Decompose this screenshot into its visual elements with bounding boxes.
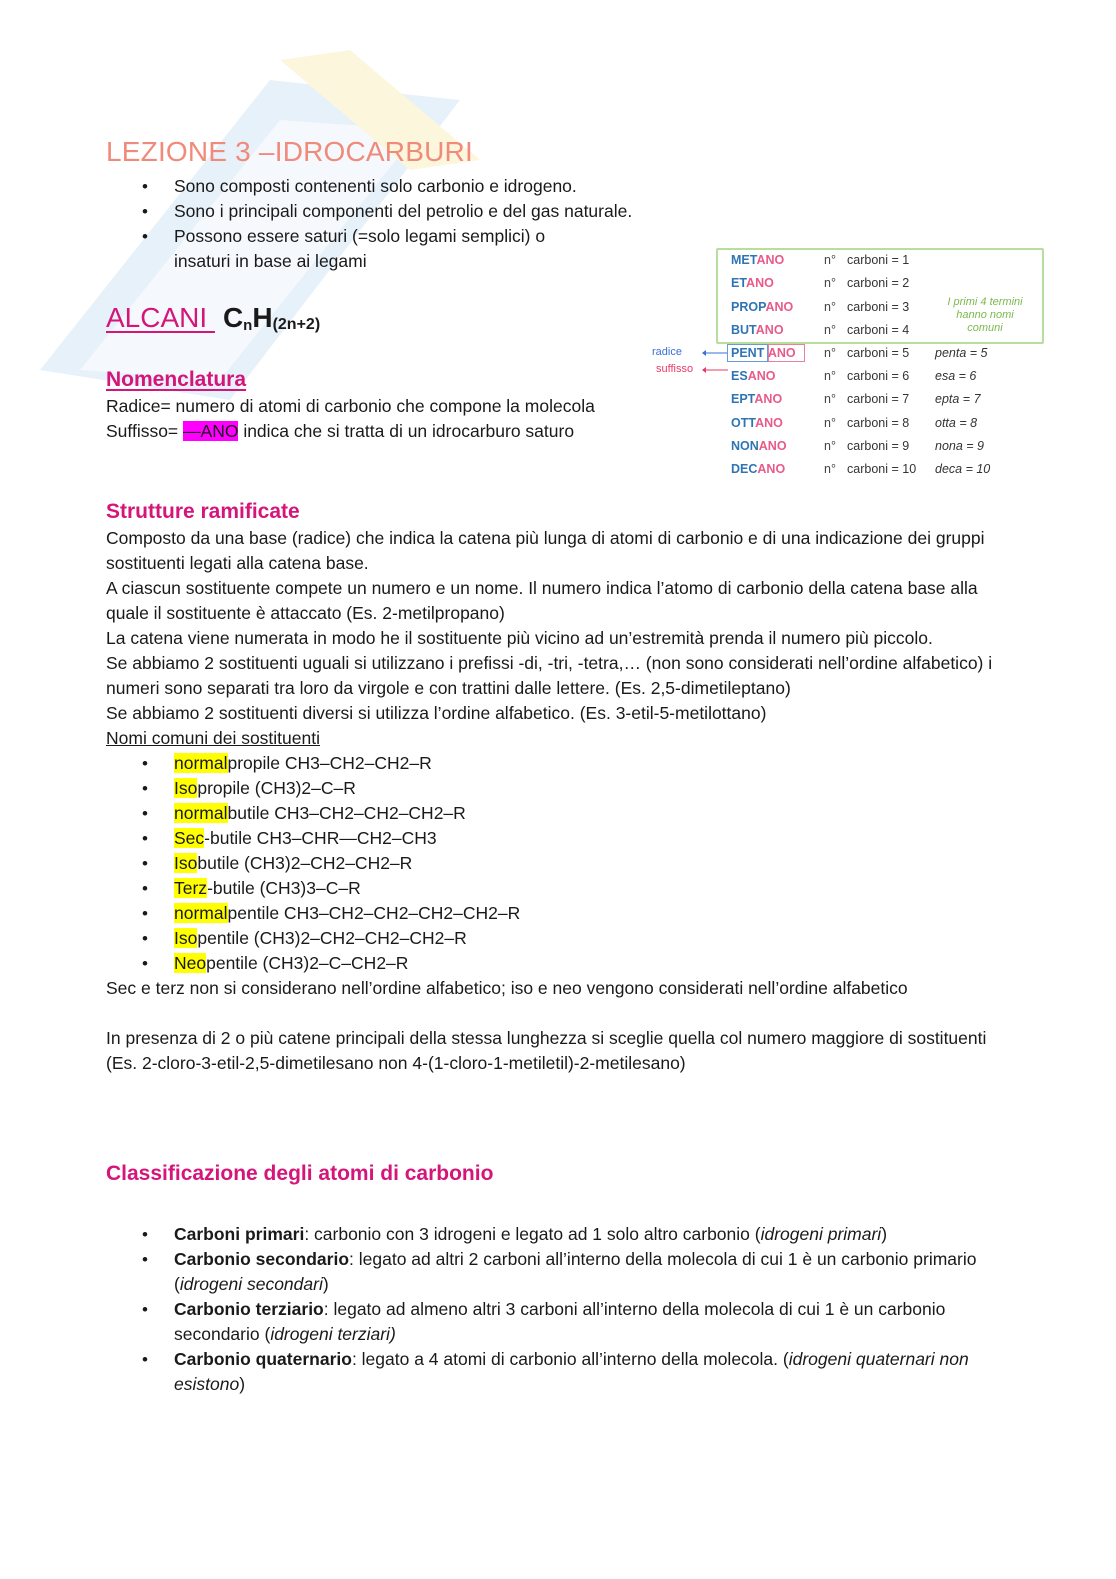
table-row: OTTANO n° carboni = 8 otta = 8: [731, 416, 978, 430]
suffisso-label: Suffisso=: [106, 421, 184, 441]
paragraph: Composto da una base (radice) che indica la catena più lunga di atomi di carbonio e di una indicazione dei gruppi sostituenti legati alla catena base.: [106, 528, 985, 573]
sostituenti-list: [106, 751, 996, 976]
list-item: • normalpentile CH3–CH2–CH2–CH2–CH2–R: [106, 901, 996, 926]
suffisso-text: [106, 419, 626, 444]
paragraph: La catena viene numerata in modo he il sostituente più vicino ad un’estremità prenda il numero più piccolo.: [106, 628, 933, 648]
list-item: • Sono composti contenenti solo carbonio e idrogeno.: [106, 174, 706, 199]
alcani-heading: [106, 302, 320, 334]
table-row: ETANO n° carboni = 2: [731, 276, 910, 290]
list-item: • Carbonio terziario: legato ad almeno altri 3 carboni all’interno della molecola di cui 1 è un carbonio secondario (idrogeni terziari): [106, 1297, 974, 1347]
paragraph: Se abbiamo 2 sostituenti diversi si utilizza l’ordine alfabetico. (Es. 3-etil-5-metilottano): [106, 703, 767, 723]
formula-subscript: (2n+2): [272, 316, 321, 333]
formula-c: C: [222, 302, 244, 333]
table-row: DECANO n° carboni = 10 deca = 10: [731, 462, 991, 476]
list-item: • Carboni primari: carbonio con 3 idrogeni e legato ad 1 solo altro carbonio (idrogeni primari): [106, 1222, 1006, 1247]
table-row: EPTANO n° carboni = 7 epta = 7: [731, 392, 981, 406]
intro-section: [106, 174, 706, 274]
list-item: • normalpropile CH3–CH2–CH2–R: [106, 751, 996, 776]
classificazione-heading: Classificazione degli atomi di carbonio: [106, 1162, 494, 1185]
table-row: PROPANO n° carboni = 3: [731, 300, 910, 314]
list-item: • Carbonio quaternario: legato a 4 atomi di carbonio all’interno della molecola. (idrogeni quaternari non esistono): [106, 1347, 1004, 1397]
table-row: BUTANO n° carboni = 4: [731, 323, 910, 337]
alcani-formula: [223, 302, 320, 333]
list-item: • Carbonio secondario: legato ad altri 2 carboni all’interno della molecola di cui 1 è un carbonio primario (idrogeni secondari): [106, 1247, 994, 1297]
suffisso-highlight: —ANO: [183, 421, 239, 441]
table-row: ESANO n° carboni = 6 esa = 6: [731, 369, 977, 383]
nomi-comuni-heading: Nomi comuni dei sostituenti: [106, 728, 320, 748]
suffisso-label: suffisso: [656, 363, 694, 375]
list-item: • Isopropile (CH3)2–C–R: [106, 776, 996, 801]
nomenclatura-section: [106, 368, 626, 444]
table-row: NONANO n° carboni = 9 nona = 9: [731, 439, 985, 453]
paragraph: In presenza di 2 o più catene principali della stessa lunghezza si sceglie quella col numero maggiore di sostituenti: [106, 1028, 987, 1048]
formula-n: n: [243, 317, 253, 334]
alkane-names-table: [650, 246, 1050, 486]
paragraph: Sec e terz non si considerano nell’ordine alfabetico; iso e neo vengono considerati nell’ordine alfabetico: [106, 978, 908, 998]
list-item: • Isobutile (CH3)2–CH2–CH2–R: [106, 851, 996, 876]
paragraph: Se abbiamo 2 sostituenti uguali si utilizzano i prefissi -di, -tri, -tetra,… (non sono considerati nell’ordine alfabetico) i numeri sono separati tra loro da virgole e con trattini dalle lettere. (Es. 2,5-dimetileptano): [106, 653, 993, 698]
formula-h: H: [252, 302, 273, 333]
table-row: PENT ANO n° carboni = 5 penta = 5: [731, 346, 988, 360]
list-item: • Neopentile (CH3)2–C–CH2–R: [106, 951, 996, 976]
paragraph: (Es. 2-cloro-3-etil-2,5-dimetilesano non 4-(1-cloro-1-metiletil)-2-metilesano): [106, 1053, 686, 1073]
list-item: • Sec-butile CH3–CHR—CH2–CH3: [106, 826, 996, 851]
suffisso-rest: indica che si tratta di un idrocarburo saturo: [238, 421, 575, 441]
strutture-heading: Strutture ramificate: [106, 500, 300, 523]
classificazione-section: [106, 1162, 1006, 1397]
nomenclatura-heading: Nomenclatura: [106, 368, 247, 391]
list-item: • Possono essere saturi (=solo legami semplici) o insaturi in base ai legami: [106, 224, 574, 274]
common-names-note: I primi 4 termini hanno nomi comuni: [947, 296, 1023, 334]
classificazione-list: [106, 1222, 1006, 1397]
strutture-section: [106, 500, 996, 1076]
table-row: METANO n° carboni = 1: [731, 253, 910, 267]
alcani-title: ALCANI: [106, 302, 215, 333]
list-item: • Isopentile (CH3)2–CH2–CH2–CH2–R: [106, 926, 996, 951]
radice-text: Radice= numero di atomi di carbonio che compone la molecola: [106, 396, 595, 416]
page-title: LEZIONE 3 –IDROCARBURI: [106, 136, 473, 167]
radice-label: radice: [652, 346, 682, 358]
list-item: • Terz-butile (CH3)3–C–R: [106, 876, 996, 901]
list-item: • normalbutile CH3–CH2–CH2–CH2–R: [106, 801, 996, 826]
paragraph: A ciascun sostituente compete un numero e un nome. Il numero indica l’atomo di carbonio della catena base alla quale il sostituente è attaccato (Es. 2-metilpropano): [106, 578, 978, 623]
list-item: • Sono i principali componenti del petrolio e del gas naturale.: [106, 199, 774, 224]
